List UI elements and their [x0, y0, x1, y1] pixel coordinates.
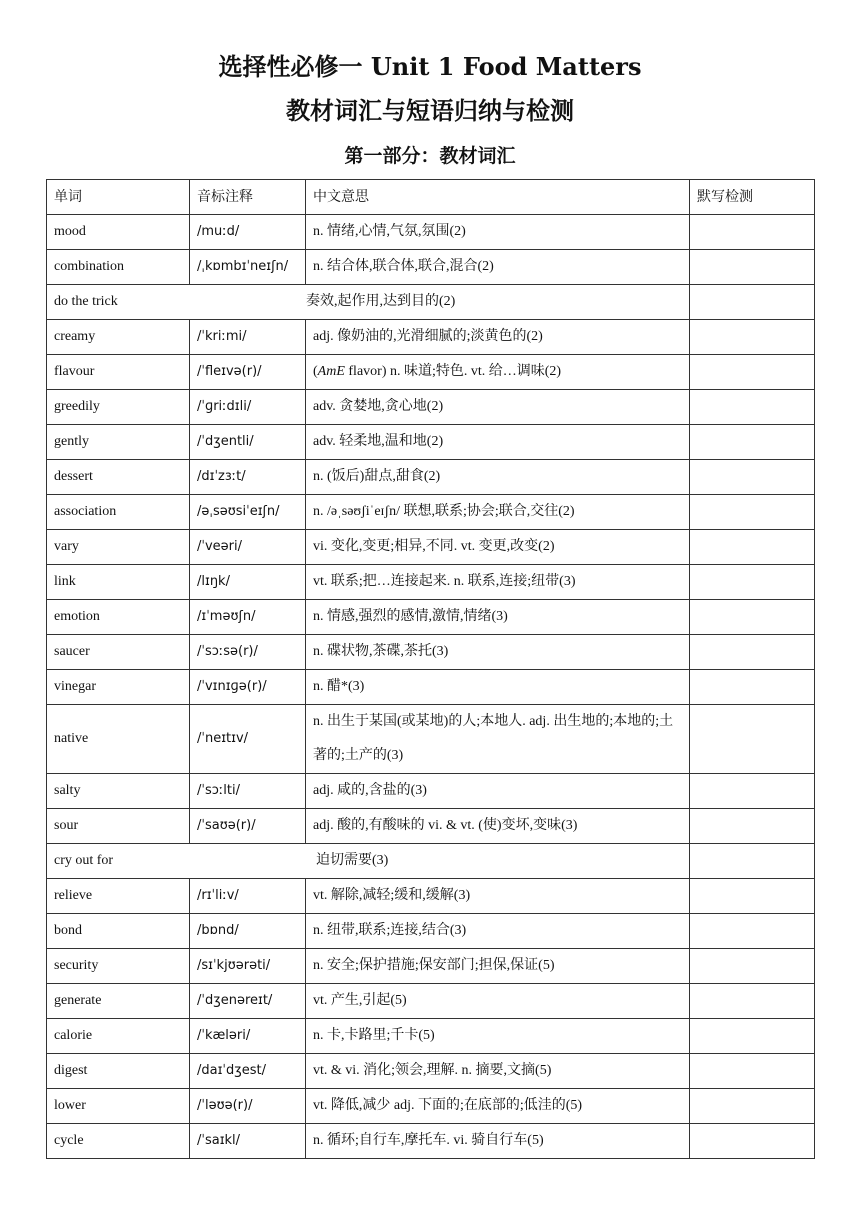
section-title: 第一部分：教材词汇 — [344, 145, 516, 167]
phonetic-cell: /ˈvɪnɪɡə(r)/ — [190, 670, 306, 705]
dictation-input-cell[interactable] — [690, 530, 815, 565]
meaning-text: vt. 降低,减少 adj. 下面的;在底部的;低洼的(5) — [313, 1098, 583, 1113]
table-row — [47, 879, 815, 914]
table-row — [47, 670, 815, 705]
meaning-cell — [306, 425, 690, 460]
dictation-input-cell[interactable] — [690, 495, 815, 530]
word-cell: creamy — [47, 320, 190, 355]
dictation-input-cell[interactable] — [690, 1019, 815, 1054]
phrase-text: cry out for — [54, 853, 114, 868]
dictation-input-cell[interactable] — [690, 250, 815, 285]
phonetic-cell: /ˈveəri/ — [190, 530, 306, 565]
table-row — [47, 495, 815, 530]
word-cell: cycle — [47, 1124, 190, 1159]
dictation-input-cell[interactable] — [690, 635, 815, 670]
dictation-input-cell[interactable] — [690, 670, 815, 705]
word-cell: dessert — [47, 460, 190, 495]
meaning-text: n. (饭后)甜点,甜食(2) — [313, 469, 441, 484]
meaning-cell — [306, 984, 690, 1019]
dictation-input-cell[interactable] — [690, 215, 815, 250]
dictation-input-cell[interactable] — [690, 320, 815, 355]
meaning-text: n. 碟状物,茶碟,茶托(3) — [313, 644, 449, 659]
phonetic-cell: /ˈfleɪvə(r)/ — [190, 355, 306, 390]
meaning-cell — [306, 949, 690, 984]
meaning-text: n. 情感,强烈的感情,激情,情绪(3) — [313, 609, 508, 624]
word-cell: lower — [47, 1089, 190, 1124]
word-cell: salty — [47, 774, 190, 809]
phonetic-cell: /ˈsaɪkl/ — [190, 1124, 306, 1159]
table-row — [47, 320, 815, 355]
meaning-cell — [306, 495, 690, 530]
meaning-cell — [306, 635, 690, 670]
vocabulary-table — [46, 179, 815, 1159]
table-row — [47, 390, 815, 425]
word-cell: greedily — [47, 390, 190, 425]
word-cell: calorie — [47, 1019, 190, 1054]
meaning-text: n. 结合体,联合体,联合,混合(2) — [313, 259, 494, 274]
dictation-input-cell[interactable] — [690, 565, 815, 600]
table-row — [47, 809, 815, 844]
meaning-text: n. 卡,卡路里;千卡(5) — [313, 1028, 435, 1043]
dictation-input-cell[interactable] — [690, 914, 815, 949]
table-row — [47, 355, 815, 390]
phonetic-cell: /ˈsɔːsə(r)/ — [190, 635, 306, 670]
meaning-cell — [306, 914, 690, 949]
meaning-text: adj. 酸的,有酸味的 vi. & vt. (使)变坏,变味(3) — [313, 818, 578, 833]
dictation-input-cell[interactable] — [690, 1054, 815, 1089]
dictation-input-cell[interactable] — [690, 1124, 815, 1159]
dictation-input-cell[interactable] — [690, 879, 815, 914]
document-title: 选择性必修一 Unit 1 Food Matters — [218, 52, 642, 81]
meaning-cell — [306, 1054, 690, 1089]
meaning-cell — [306, 879, 690, 914]
meaning-cell — [306, 215, 690, 250]
phonetic-cell: /ˈneɪtɪv/ — [190, 705, 306, 774]
dictation-input-cell[interactable] — [690, 390, 815, 425]
table-row — [47, 1019, 815, 1054]
table-row — [47, 635, 815, 670]
column-header-meaning: 中文意思 — [306, 180, 690, 215]
meaning-text: vt. & vi. 消化;领会,理解. n. 摘要,文摘(5) — [313, 1063, 552, 1078]
phonetic-cell: /ˌkɒmbɪˈneɪʃn/ — [190, 250, 306, 285]
phonetic-cell: /muːd/ — [190, 215, 306, 250]
meaning-text: n. 出生于某国(或某地)的人;本地人. adj. 出生地的;本地的;土著的;土产的(3) — [313, 714, 674, 763]
meaning-cell — [306, 809, 690, 844]
meaning-text: n. 醋*(3) — [313, 679, 365, 694]
word-cell: saucer — [47, 635, 190, 670]
phonetic-cell: /ˈsaʊə(r)/ — [190, 809, 306, 844]
meaning-cell — [306, 320, 690, 355]
column-header-ipa: 音标注释 — [190, 180, 306, 215]
dictation-input-cell[interactable] — [690, 460, 815, 495]
word-cell: combination — [47, 250, 190, 285]
document-subtitle: 教材词汇与短语归纳与检测 — [286, 96, 574, 125]
phonetic-cell: /ˈkæləri/ — [190, 1019, 306, 1054]
phonetic-cell: /ˈdʒentli/ — [190, 425, 306, 460]
meaning-cell — [306, 250, 690, 285]
dictation-input-cell[interactable] — [690, 600, 815, 635]
word-cell: vary — [47, 530, 190, 565]
table-row — [47, 705, 815, 774]
word-cell: generate — [47, 984, 190, 1019]
dictation-input-cell[interactable] — [690, 949, 815, 984]
meaning-text: adv. 轻柔地,温和地(2) — [313, 434, 444, 449]
word-cell: association — [47, 495, 190, 530]
phonetic-cell: /sɪˈkjʊərəti/ — [190, 949, 306, 984]
meaning-text: vi. 变化,变更;相异,不同. vt. 变更,改变(2) — [313, 539, 555, 554]
phonetic-cell: /ˈləʊə(r)/ — [190, 1089, 306, 1124]
table-row — [47, 1089, 815, 1124]
meaning-text: n. 情绪,心情,气氛,氛围(2) — [313, 224, 466, 239]
word-cell: security — [47, 949, 190, 984]
phonetic-cell: /ˈsɔːlti/ — [190, 774, 306, 809]
table-row — [47, 774, 815, 809]
word-cell: mood — [47, 215, 190, 250]
table-row — [47, 530, 815, 565]
meaning-text: n. /əˌsəʊʃiˈeɪʃn/ 联想,联系;协会;联合,交往(2) — [313, 504, 575, 519]
dictation-input-cell[interactable] — [690, 809, 815, 844]
table-row — [47, 460, 815, 495]
word-cell: gently — [47, 425, 190, 460]
table-row — [47, 1124, 815, 1159]
word-cell: flavour — [47, 355, 190, 390]
phonetic-cell: /ˈdʒenəreɪt/ — [190, 984, 306, 1019]
table-row — [47, 285, 815, 320]
column-header-dictation: 默写检测 — [690, 180, 815, 215]
meaning-cell — [306, 774, 690, 809]
meaning-cell — [306, 565, 690, 600]
meaning-text: vt. 联系;把…连接起来. n. 联系,连接;纽带(3) — [313, 574, 576, 589]
phonetic-cell: /ˈɡriːdɪli/ — [190, 390, 306, 425]
phonetic-cell: /bɒnd/ — [190, 914, 306, 949]
dictation-input-cell[interactable] — [690, 355, 815, 390]
word-cell: emotion — [47, 600, 190, 635]
table-row — [47, 1054, 815, 1089]
dictation-input-cell[interactable] — [690, 705, 815, 774]
meaning-cell — [306, 600, 690, 635]
word-cell: vinegar — [47, 670, 190, 705]
phrase-meaning: 奏效,起作用,达到目的(2) — [306, 294, 456, 309]
dictation-input-cell[interactable] — [690, 285, 815, 320]
phrase-cell — [47, 844, 690, 879]
meaning-text: n. 安全;保护措施;保安部门;担保,保证(5) — [313, 958, 555, 973]
table-row — [47, 984, 815, 1019]
table-row — [47, 844, 815, 879]
meaning-italic: AmE — [317, 364, 345, 379]
dictation-input-cell[interactable] — [690, 774, 815, 809]
dictation-input-cell[interactable] — [690, 1089, 815, 1124]
word-cell: relieve — [47, 879, 190, 914]
phonetic-cell: /rɪˈliːv/ — [190, 879, 306, 914]
phonetic-cell: /lɪŋk/ — [190, 565, 306, 600]
phrase-cell — [47, 285, 690, 320]
meaning-cell — [306, 1019, 690, 1054]
meaning-cell — [306, 1089, 690, 1124]
table-header-row — [47, 180, 815, 215]
meaning-cell — [306, 1124, 690, 1159]
word-cell: link — [47, 565, 190, 600]
meaning-cell — [306, 355, 690, 390]
meaning-text: vt. 解除,减轻;缓和,缓解(3) — [313, 888, 471, 903]
word-cell: sour — [47, 809, 190, 844]
phonetic-cell: /ˈkriːmi/ — [190, 320, 306, 355]
meaning-text: vt. 产生,引起(5) — [313, 993, 407, 1008]
meaning-cell — [306, 460, 690, 495]
meaning-text: adj. 咸的,含盐的(3) — [313, 783, 427, 798]
meaning-cell — [306, 390, 690, 425]
meaning-text: n. 纽带,联系;连接,结合(3) — [313, 923, 467, 938]
phrase-text: do the trick — [54, 294, 118, 309]
meaning-text: adv. 贪婪地,贪心地(2) — [313, 399, 444, 414]
table-row — [47, 565, 815, 600]
table-row — [47, 949, 815, 984]
table-body — [47, 215, 815, 1159]
meaning-prefix: ( — [313, 364, 318, 379]
phonetic-cell: /daɪˈdʒest/ — [190, 1054, 306, 1089]
meaning-cell — [306, 670, 690, 705]
dictation-input-cell[interactable] — [690, 844, 815, 879]
meaning-text: flavor) n. 味道;特色. vt. 给…调味(2) — [344, 364, 562, 379]
table-row — [47, 425, 815, 460]
table-row — [47, 914, 815, 949]
meaning-text: adj. 像奶油的,光滑细腻的;淡黄色的(2) — [313, 329, 543, 344]
word-cell: digest — [47, 1054, 190, 1089]
phonetic-cell: /əˌsəʊsiˈeɪʃn/ — [190, 495, 306, 530]
column-header-word: 单词 — [47, 180, 190, 215]
table-row — [47, 600, 815, 635]
phonetic-cell: /dɪˈzɜːt/ — [190, 460, 306, 495]
table-row — [47, 215, 815, 250]
dictation-input-cell[interactable] — [690, 984, 815, 1019]
phonetic-cell: /ɪˈməʊʃn/ — [190, 600, 306, 635]
meaning-text: n. 循环;自行车,摩托车. vi. 骑自行车(5) — [313, 1133, 544, 1148]
table-row — [47, 250, 815, 285]
word-cell: native — [47, 705, 190, 774]
meaning-cell — [306, 530, 690, 565]
phrase-meaning: 迫切需要(3) — [316, 853, 389, 868]
word-cell: bond — [47, 914, 190, 949]
meaning-cell — [306, 705, 690, 774]
dictation-input-cell[interactable] — [690, 425, 815, 460]
